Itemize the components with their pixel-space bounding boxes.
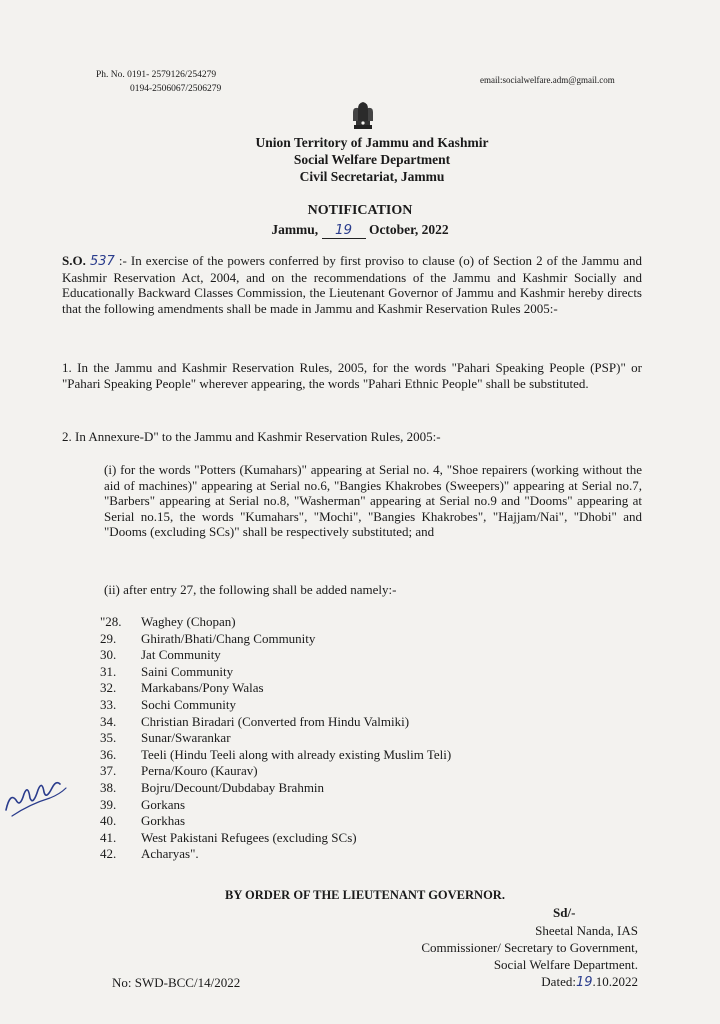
entry-number: 37.	[100, 763, 117, 779]
entry-name: West Pakistani Refugees (excluding SCs)	[141, 829, 357, 845]
handwritten-signature-icon	[0, 758, 70, 820]
dateline-day-blank	[322, 222, 366, 239]
paragraph-2-ii: (ii) after entry 27, the following shall be added namely:-	[104, 582, 397, 597]
list-item	[100, 763, 451, 780]
entry-number: 38.	[100, 779, 117, 795]
list-item	[100, 846, 451, 863]
entry-name: Ghirath/Bhati/Chang Community	[141, 630, 316, 646]
list-item	[100, 647, 451, 664]
header-line-2: Social Welfare Department	[293, 152, 451, 167]
so-label: S.O.	[62, 253, 86, 268]
dateline-day: 19	[334, 222, 353, 238]
entry-name: Saini Community	[141, 663, 234, 679]
entry-number: 30.	[100, 647, 117, 663]
list-item	[100, 614, 451, 631]
paragraph-1: 1. In the Jammu and Kashmir Reservation Rules, 2005, for the words "Pahari Speaking People (PSP)" or "Pahari Speaking People" wherever appearing, the words "Pahari Ethnic People" shall be substituted.	[62, 360, 642, 391]
entry-name: Gorkhas	[141, 813, 186, 829]
list-item	[100, 697, 451, 714]
entry-number: 42.	[100, 846, 117, 862]
entry-number: 29.	[100, 630, 117, 646]
list-item	[100, 780, 451, 797]
list-item	[100, 813, 451, 830]
so-number: 537	[89, 254, 115, 269]
signature-date	[421, 973, 638, 991]
entry-name: Markabans/Pony Walas	[141, 680, 264, 696]
signatory-designation: Commissioner/ Secretary to Government,	[421, 940, 638, 955]
entry-number: 41.	[100, 829, 117, 845]
signatory-name: Sheetal Nanda, IAS	[535, 923, 638, 938]
entry-number: 34.	[100, 713, 117, 729]
entry-number: 36.	[100, 746, 117, 762]
reference-number: No: SWD-BCC/14/2022	[112, 975, 241, 990]
entry-number: 39.	[100, 796, 117, 812]
order-text: BY ORDER OF THE LIEUTENANT GOVERNOR.	[225, 888, 505, 902]
list-item	[100, 664, 451, 681]
entry-number: 33.	[100, 696, 117, 712]
entry-name: Gorkans	[141, 796, 186, 812]
list-item	[100, 680, 451, 697]
signature-block	[421, 922, 638, 991]
phone-line-1: Ph. No. 0191- 2579126/254279	[96, 70, 217, 80]
entry-name: Bojru/Decount/Dubdabay Brahmin	[141, 779, 325, 795]
state-emblem-icon	[350, 99, 376, 131]
signature-sd: Sd/-	[553, 905, 576, 920]
dated-rest: .10.2022	[592, 974, 638, 989]
entry-name: Waghey (Chopan)	[141, 614, 236, 629]
header-line-1: Union Territory of Jammu and Kashmir	[255, 135, 489, 150]
list-item	[100, 714, 451, 731]
list-item	[100, 631, 451, 648]
signatory-department: Social Welfare Department.	[493, 957, 638, 972]
dateline	[0, 222, 720, 239]
list-item	[100, 830, 451, 847]
entry-number: 35.	[100, 730, 117, 746]
entry-name: Perna/Kouro (Kaurav)	[141, 763, 258, 779]
entry-number: 31.	[100, 663, 117, 679]
dated-day: 19	[575, 975, 593, 990]
list-item	[100, 730, 451, 747]
entries-list	[100, 614, 451, 863]
entry-name: Teeli (Hindu Teeli along with already existing Muslim Teli)	[141, 746, 452, 762]
dateline-prefix: Jammu,	[271, 222, 319, 237]
list-item	[100, 747, 451, 764]
paragraph-2: 2. In Annexure-D" to the Jammu and Kashmir Reservation Rules, 2005:-	[62, 429, 441, 444]
entry-name: Sochi Community	[141, 696, 236, 712]
intro-paragraph	[62, 253, 642, 316]
entry-number: "28.	[100, 614, 122, 629]
order-line	[0, 888, 720, 903]
phone-line-2: 0194-2506067/2506279	[130, 84, 222, 94]
header-line-3: Civil Secretariat, Jammu	[299, 169, 445, 184]
entry-number: 40.	[100, 813, 117, 829]
phone-numbers	[96, 68, 221, 96]
entry-name: Acharyas".	[141, 846, 199, 862]
entry-name: Jat Community	[141, 647, 221, 663]
entry-number: 32.	[100, 680, 117, 696]
entry-name: Christian Biradari (Converted from Hindu Valmiki)	[141, 713, 410, 729]
department-header	[0, 134, 720, 185]
list-item	[100, 797, 451, 814]
paragraph-2-i: (i) for the words "Potters (Kumahars)" appearing at Serial no. 4, "Shoe repairers (working without the aid of machines)" appearing at Serial no.6, "Bangies Khakrobes (Sweepers)" appearing at Serial no.7, "Barbers" appearing at Serial no.8, "Washerman" appearing at Serial no.9 and "Dooms" appearing at Serial no.15, the words "Kumahars", "Mochi", "Bangies Khakrobes", "Hajjam/Nai", "Dhobi" and "Dooms (excluding SCs)" shall be respectively substituted; and	[104, 462, 642, 539]
document-title: NOTIFICATION	[307, 203, 413, 218]
dated-label: Dated:	[541, 974, 576, 989]
entry-name: Sunar/Swarankar	[141, 730, 231, 746]
dateline-suffix: October, 2022	[368, 222, 449, 237]
intro-text: :- In exercise of the powers conferred by first proviso to clause (o) of Section 2 of the Jammu and Kashmir Reservation Act, 2004, and on the recommendations of the Jammu and Kashmir Socially and Educationally Backward Classes Commission, the Lieutenant Governor of Jammu and Kashmir hereby directs that the following amendments shall be made in Jammu and Kashmir Reservation Rules 2005:-	[62, 253, 643, 316]
email-address: email:socialwelfare.adm@gmail.com	[480, 75, 615, 85]
